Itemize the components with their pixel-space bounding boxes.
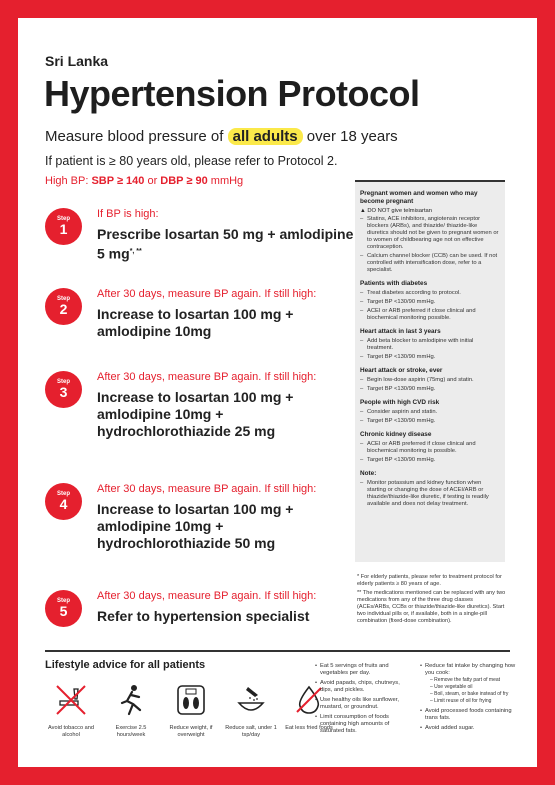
diabetes-list (360, 290, 500, 322)
no-smoking-drinking-icon (54, 683, 88, 717)
step-number: 4 (59, 496, 68, 512)
sub-item: – Remove the fatty part of meat (430, 677, 518, 684)
step-3 (45, 371, 355, 451)
step-1 (45, 208, 355, 268)
step-condition: If BP is high: (97, 208, 159, 220)
lifestyle-item-exercise (102, 683, 160, 739)
measure-suffix: over 18 years (302, 128, 398, 145)
step-condition: After 30 days, measure BP again. If still high: (97, 288, 317, 300)
step-condition: After 30 days, measure BP again. If still high: (97, 483, 317, 495)
list-item: – Begin low-dose aspirin (75mg) and statin. (360, 377, 500, 384)
warning-icon: ▲ (360, 208, 368, 214)
measure-highlight: all adults (228, 128, 303, 145)
cooking-sub-list (425, 677, 518, 705)
step-number: 3 (59, 384, 68, 400)
list-item: – Statins, ACE inhibitors, angiotensin receptor blockers (ARBs), and thiazide/ thiazide-like diuretics should not be given to pregnant women or to women of childbearing age not on effective contraception. (360, 216, 500, 251)
ckd-list (360, 441, 500, 464)
cvd-list (360, 409, 500, 425)
cvd-heading: People with high CVD risk (360, 399, 440, 406)
sub-item: – Limit reuse of oil for frying (430, 698, 518, 705)
list-item: – Calcium channel blocker (CCB) can be used. If not controlled with intensification dose, refer to a specialist. (360, 253, 500, 274)
step-number: 2 (59, 301, 68, 317)
step-action: Increase to losartan 100 mg + amlodipine 10mg + hydrochlorothiazide 50 mg (97, 501, 294, 551)
list-item: • Eat 5 servings of fruits and vegetables per day. (315, 663, 410, 677)
list-item: – Consider aspirin and statin. (360, 409, 500, 416)
note-heading: Note: (360, 470, 377, 477)
heart-attack-heading: Heart attack in last 3 years (360, 328, 441, 335)
stroke-heading: Heart attack or stroke, ever (360, 367, 443, 374)
lifestyle-divider (45, 650, 510, 652)
highbp-dbp: DBP ≥ 90 (160, 175, 208, 187)
step-action-text: Prescribe losartan 50 mg + amlodipine 5 mg (97, 226, 354, 262)
list-item: – Target BP <130/90 mmHg. (360, 299, 500, 306)
note-list (360, 480, 500, 508)
step-badge (45, 208, 82, 245)
diabetes-heading: Patients with diabetes (360, 280, 428, 287)
elderly-note: If patient is ≥ 80 years old, please refer to Protocol 2. (45, 154, 338, 168)
country-label: Sri Lanka (45, 53, 109, 69)
step-action: Increase to losartan 100 mg + amlodipine 10mg + hydrochlorothiazide 25 mg (97, 389, 294, 439)
highbp-prefix: High BP: (45, 175, 92, 187)
icon-label: Exercise 2.5 hours/week (115, 725, 147, 738)
list-item: – ACEI or ARB preferred if close clinical and biochemical monitoring is possible. (360, 441, 500, 455)
list-item-text: Reduce fat intake by changing how you cook: (425, 663, 516, 676)
pregnant-list (360, 216, 500, 274)
step-number: 5 (59, 603, 68, 619)
salt-icon (234, 683, 268, 717)
list-item: – Target BP <130/90 mmHg. (360, 418, 500, 425)
step-condition: After 30 days, measure BP again. If still high: (97, 590, 317, 602)
step-action: Increase to losartan 100 mg + amlodipine 10mg (97, 306, 294, 339)
icon-label: Reduce salt, under 1 tsp/day (225, 725, 277, 738)
icon-label: Reduce weight, if overweight (169, 725, 213, 738)
footnote-2: ** The medications mentioned can be replaced with any two medications from any of the three drug classes (ACEs/ARBs, CCBs or thiazide/thiazide-like diuretics). Start two individual pills or, if available, both in a single-pill combination (fixed-dose combination). (357, 590, 506, 624)
lifestyle-item-weight (162, 683, 220, 739)
exercise-icon (114, 683, 148, 717)
step-action (97, 226, 357, 263)
sub-item: – Use vegetable oil (430, 684, 518, 691)
pregnant-warning (360, 208, 500, 214)
list-item: – Add beta blocker to amlodipine with initial treatment. (360, 338, 500, 352)
protocol-page (18, 18, 537, 767)
lifestyle-item-tobacco (42, 683, 100, 739)
stroke-list (360, 377, 500, 393)
list-item: • Avoid papads, chips, chutneys, dips, and pickles. (315, 680, 410, 694)
special-populations-panel (355, 180, 505, 562)
highbp-or: or (144, 175, 161, 187)
scale-icon (174, 683, 208, 717)
list-item (420, 663, 518, 705)
step-action: Refer to hypertension specialist (97, 608, 310, 624)
step-word: Step (56, 216, 70, 222)
ckd-heading: Chronic kidney disease (360, 431, 432, 438)
list-item: • Limit consumption of foods containing high amounts of saturated fats. (315, 714, 410, 735)
icon-label: Eat less fried foods (285, 725, 333, 731)
list-item: – Target BP <130/90 mmHg. (360, 386, 500, 393)
footnotes (357, 574, 507, 627)
footnote-1: * For elderly patients, please refer to treatment protocol for elderly patients ≥ 80 years of age. (357, 574, 502, 587)
panel-top-rule (355, 180, 505, 182)
list-item: – Target BP <130/90 mmHg. (360, 457, 500, 464)
page-title: Hypertension Protocol (44, 73, 420, 114)
measure-prefix: Measure blood pressure of (45, 128, 228, 145)
step-condition: After 30 days, measure BP again. If still high: (97, 371, 317, 383)
step-word: Step (56, 598, 70, 604)
step-5 (45, 590, 355, 640)
high-bp-definition (45, 175, 243, 187)
list-item: – ACEI or ARB preferred if close clinical and biochemical monitoring possible. (360, 308, 500, 322)
step-word: Step (56, 296, 70, 302)
step-word: Step (56, 379, 70, 385)
heart-attack-list (360, 338, 500, 361)
lifestyle-item-salt (222, 683, 280, 739)
step-badge (45, 371, 82, 408)
step-footnote-ref: *, ** (129, 248, 142, 255)
step-badge (45, 590, 82, 627)
step-word: Step (56, 491, 70, 497)
step-badge (45, 483, 82, 520)
lifestyle-advice-column-1 (315, 663, 410, 738)
step-badge (45, 288, 82, 325)
icon-label: Avoid tobacco and alcohol (48, 725, 94, 738)
list-item: – Monitor potassium and kidney function when starting or changing the dose of ACEI/ARB or thiazide/thiazide-like diuretic, if testing is readily available and does not delay treatment. (360, 480, 500, 508)
step-number: 1 (59, 221, 68, 237)
highbp-unit: mmHg (207, 175, 244, 187)
list-item: – Treat diabetes according to protocol. (360, 290, 500, 297)
highbp-sbp: SBP ≥ 140 (91, 175, 145, 187)
list-item: • Avoid processed foods containing trans fats. (420, 708, 518, 722)
sub-item: – Boil, steam, or bake instead of fry (430, 691, 518, 698)
list-item: • Use healthy oils like sunflower, mustard, or groundnut. (315, 697, 410, 711)
lifestyle-advice-column-2 (420, 663, 518, 735)
list-item: • Avoid added sugar. (420, 725, 518, 732)
pregnant-heading: Pregnant women and women who may become pregnant (360, 190, 478, 205)
step-4 (45, 483, 355, 563)
lifestyle-title: Lifestyle advice for all patients (45, 659, 206, 671)
pregnant-warning-text: DO NOT give telmisartan (367, 208, 433, 214)
measure-instruction (45, 128, 398, 145)
step-2 (45, 288, 355, 348)
list-item: – Target BP <130/90 mmHg. (360, 354, 500, 361)
